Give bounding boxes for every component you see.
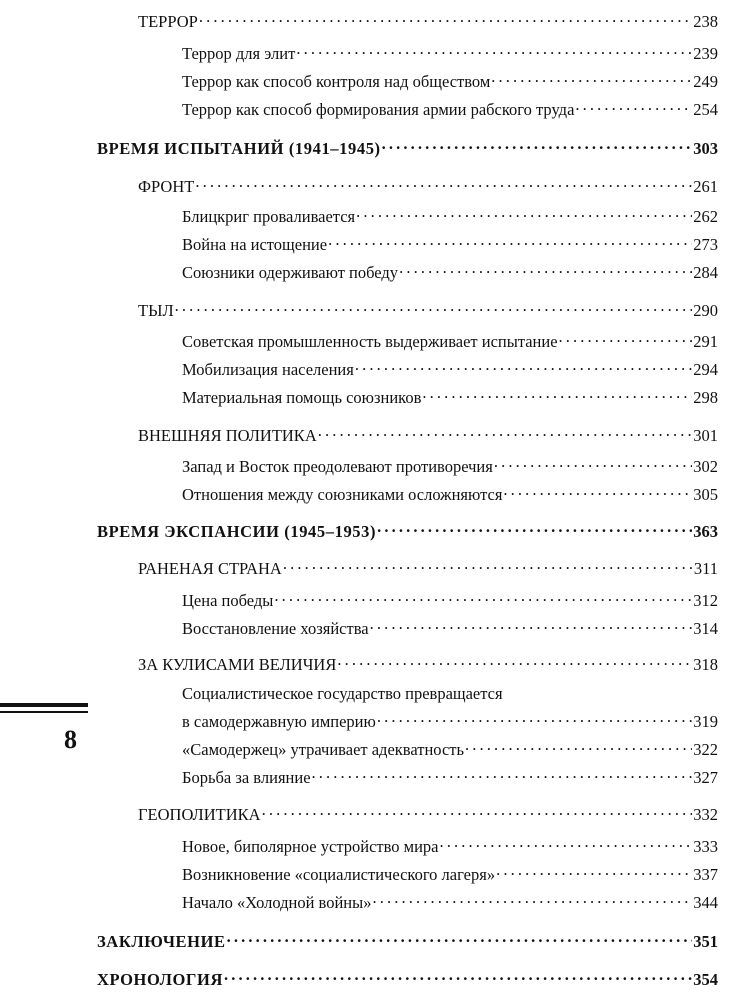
toc-entry[interactable] bbox=[0, 299, 718, 321]
toc-entry-title: Цена победы bbox=[182, 590, 274, 610]
toc-entry[interactable] bbox=[0, 891, 718, 913]
toc-entry-page: 294 bbox=[693, 359, 718, 379]
toc-entry-title: Отношения между союзниками осложняются bbox=[182, 484, 503, 504]
toc-entry[interactable] bbox=[0, 424, 718, 446]
toc-entry[interactable] bbox=[0, 766, 718, 788]
dot-leader bbox=[318, 424, 693, 441]
toc-entry-title-first-line: Социалистическое государство превращается bbox=[182, 684, 503, 703]
dot-leader bbox=[494, 455, 692, 472]
toc-entry-page: 322 bbox=[693, 739, 718, 759]
dot-leader bbox=[227, 930, 693, 947]
toc-entry-title: Советская промышленность выдерживает испытание bbox=[182, 331, 558, 351]
toc-entry[interactable] bbox=[0, 835, 718, 857]
toc-entry-title: в самодержавную империю bbox=[182, 711, 376, 731]
thick-rule bbox=[0, 703, 88, 707]
toc-entry[interactable] bbox=[0, 653, 718, 675]
toc-entry-title: ЗА КУЛИСАМИ ВЕЛИЧИЯ bbox=[138, 654, 337, 674]
toc-entry-page: 344 bbox=[693, 892, 718, 912]
dot-leader bbox=[377, 710, 692, 727]
toc-entry-page: 273 bbox=[693, 234, 718, 254]
toc-part-heading[interactable] bbox=[0, 520, 718, 542]
toc-entry[interactable] bbox=[0, 175, 718, 197]
toc-entry[interactable] bbox=[0, 738, 718, 760]
dot-leader bbox=[559, 330, 693, 347]
dot-leader bbox=[377, 520, 692, 537]
dot-leader bbox=[356, 205, 692, 222]
toc-entry[interactable] bbox=[0, 803, 718, 825]
dot-leader bbox=[337, 653, 692, 670]
toc-entry-title: Новое, биполярное устройство мира bbox=[182, 836, 439, 856]
thin-rule bbox=[0, 711, 88, 713]
toc-entry-terror[interactable] bbox=[0, 10, 718, 32]
toc-entry-page: 284 bbox=[693, 262, 718, 282]
toc-part-heading[interactable] bbox=[0, 968, 718, 990]
toc-entry-page: 290 bbox=[693, 300, 718, 320]
dot-leader bbox=[224, 968, 692, 985]
dot-leader bbox=[382, 137, 693, 154]
dot-leader bbox=[195, 175, 692, 192]
toc-entry-page: 314 bbox=[693, 618, 718, 638]
toc-entry-title: Блицкриг проваливается bbox=[182, 206, 356, 226]
dot-leader bbox=[399, 261, 692, 278]
toc-entry-page: 311 bbox=[693, 558, 718, 578]
dot-leader bbox=[372, 891, 692, 908]
toc-entry-title: ЗАКЛЮЧЕНИЕ bbox=[97, 931, 226, 951]
toc-entry-page: 319 bbox=[693, 711, 718, 731]
toc-entry-page: 301 bbox=[693, 425, 718, 445]
dot-leader bbox=[370, 617, 693, 634]
toc-entry[interactable] bbox=[0, 483, 718, 505]
toc-entry-title: Борьба за влияние bbox=[182, 767, 311, 787]
toc-entry-page: 318 bbox=[693, 654, 718, 674]
toc-entry-title: ВНЕШНЯЯ ПОЛИТИКА bbox=[138, 425, 317, 445]
toc-entry-title: Мобилизация населения bbox=[182, 359, 354, 379]
toc-entry-title: РАНЕНАЯ СТРАНА bbox=[138, 558, 282, 578]
toc-entry[interactable] bbox=[0, 455, 718, 477]
toc-entry[interactable] bbox=[0, 42, 718, 64]
toc-entry-page: 254 bbox=[693, 99, 718, 119]
toc-entry-page: 332 bbox=[693, 804, 718, 824]
dot-leader bbox=[575, 98, 692, 115]
dot-leader bbox=[422, 386, 692, 403]
toc-part-heading[interactable] bbox=[0, 930, 718, 952]
toc-entry-page: 354 bbox=[693, 969, 718, 989]
dot-leader bbox=[199, 10, 692, 27]
toc-entry-title: ФРОНТ bbox=[138, 176, 195, 196]
toc-entry-page: 239 bbox=[693, 43, 718, 63]
toc-entry[interactable] bbox=[0, 70, 718, 92]
dot-leader bbox=[296, 42, 692, 59]
toc-entry-title: ВРЕМЯ ИСПЫТАНИЙ (1941–1945) bbox=[97, 138, 381, 158]
dot-leader bbox=[262, 803, 693, 820]
toc-entry-page: 291 bbox=[693, 331, 718, 351]
dot-leader bbox=[496, 863, 692, 880]
toc-part-heading[interactable] bbox=[0, 137, 718, 159]
toc-entry-title: ХРОНОЛОГИЯ bbox=[97, 969, 223, 989]
toc-entry-title: Начало «Холодной войны» bbox=[182, 892, 372, 912]
toc-entry-page: 262 bbox=[693, 206, 718, 226]
toc-entry-title: Террор для элит bbox=[182, 43, 296, 63]
toc-entry-page: 312 bbox=[693, 590, 718, 610]
dot-leader bbox=[465, 738, 692, 755]
toc-entry-page: 351 bbox=[693, 931, 718, 951]
toc-entry[interactable] bbox=[0, 557, 718, 579]
dot-leader bbox=[440, 835, 693, 852]
toc-entry[interactable] bbox=[0, 358, 718, 380]
toc-entry-page: 333 bbox=[693, 836, 718, 856]
toc-entry[interactable] bbox=[0, 589, 718, 611]
toc-entry-page: 302 bbox=[693, 456, 718, 476]
toc-entry[interactable] bbox=[0, 617, 718, 639]
toc-entry[interactable] bbox=[0, 710, 718, 732]
toc-entry-title: ТЕРРОР bbox=[138, 11, 198, 31]
toc-entry-title: Террор как способ контроля над обществом bbox=[182, 71, 491, 91]
dot-leader bbox=[283, 557, 693, 574]
toc-entry-title: Война на истощение bbox=[182, 234, 328, 254]
toc-entry-title: Восстановление хозяйства bbox=[182, 618, 369, 638]
toc-entry-page: 249 bbox=[693, 71, 718, 91]
toc-entry-page: 337 bbox=[693, 864, 718, 884]
toc-entry-page: 363 bbox=[693, 521, 718, 541]
toc-entry[interactable] bbox=[0, 205, 718, 227]
dot-leader bbox=[503, 483, 692, 500]
dot-leader bbox=[355, 358, 692, 375]
dot-leader bbox=[175, 299, 693, 316]
dot-leader bbox=[328, 233, 692, 250]
dot-leader bbox=[312, 766, 693, 783]
toc-entry[interactable] bbox=[0, 386, 718, 408]
toc-entry-title: Материальная помощь союзников bbox=[182, 387, 422, 407]
toc-entry[interactable] bbox=[0, 330, 718, 352]
toc-entry-title: Запад и Восток преодолевают противоречия bbox=[182, 456, 493, 476]
toc-entry-page: 298 bbox=[693, 387, 718, 407]
toc-entry-page: 327 bbox=[693, 767, 718, 787]
toc-entry-page: 305 bbox=[693, 484, 718, 504]
toc-entry-page: 261 bbox=[693, 176, 718, 196]
toc-entry[interactable] bbox=[0, 233, 718, 255]
dot-leader bbox=[491, 70, 692, 87]
toc-entry-title: ТЫЛ bbox=[138, 300, 174, 320]
toc-entry-title: Союзники одерживают победу bbox=[182, 262, 399, 282]
toc-entry-title: ВРЕМЯ ЭКСПАНСИИ (1945–1953) bbox=[97, 521, 377, 541]
toc-entry[interactable] bbox=[0, 98, 718, 120]
toc-entry-title: Террор как способ формирования армии рабского труда bbox=[182, 99, 575, 119]
toc-entry-title: «Самодержец» утрачивает адекватность bbox=[182, 739, 465, 759]
toc-entry-title: Возникновение «социалистического лагеря» bbox=[182, 864, 496, 884]
toc-entry-title: ГЕОПОЛИТИКА bbox=[138, 804, 261, 824]
toc-entry-page: 238 bbox=[693, 11, 718, 31]
dot-leader bbox=[274, 589, 692, 606]
toc-entry[interactable] bbox=[0, 261, 718, 283]
page-number: 8 bbox=[64, 725, 77, 754]
toc-entry-page: 303 bbox=[693, 138, 718, 158]
toc-entry[interactable] bbox=[0, 863, 718, 885]
